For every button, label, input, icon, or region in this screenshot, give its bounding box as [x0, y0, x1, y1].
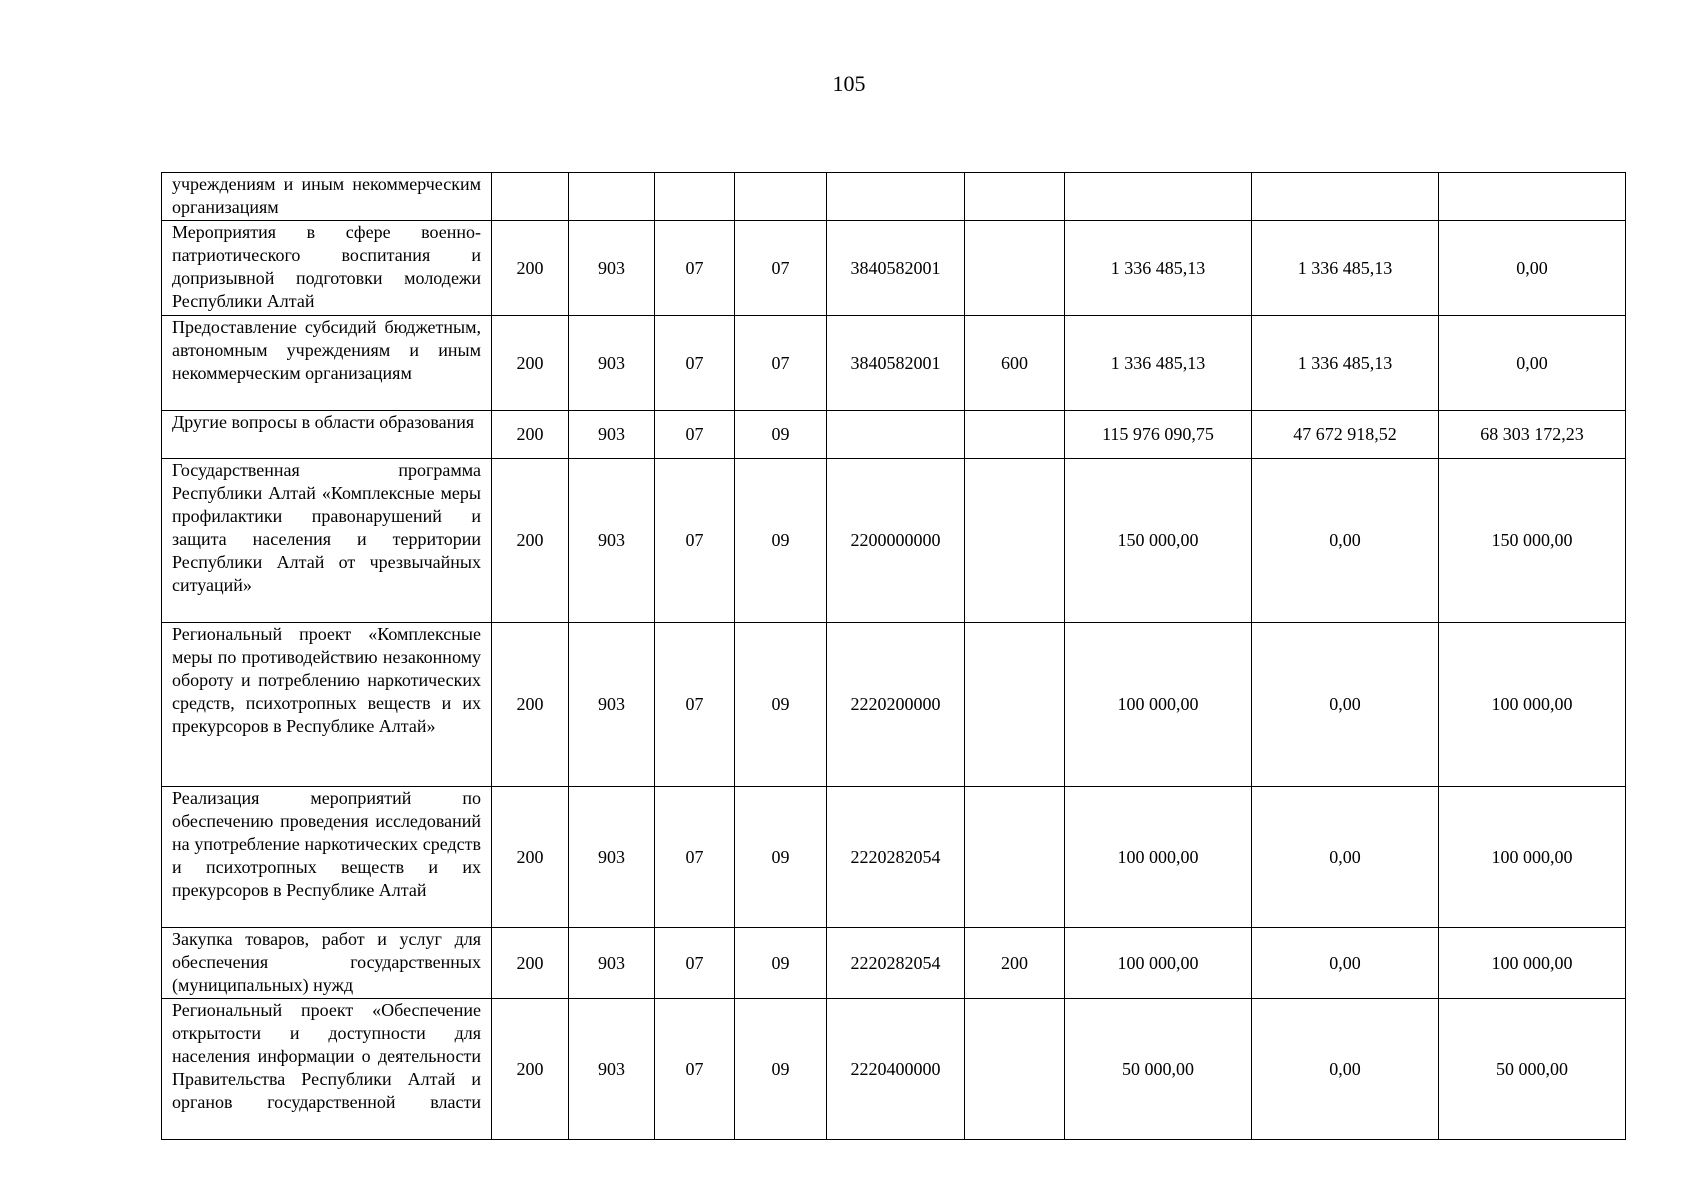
cell-sum-3: 68 303 172,23	[1439, 411, 1626, 459]
cell-code-2: 903	[569, 787, 655, 928]
cell-sum-1: 1 336 485,13	[1065, 221, 1252, 316]
row-name: Закупка товаров, работ и услуг для обеспечения государственных (муниципальных) нужд	[162, 928, 492, 999]
cell-code-4: 09	[735, 928, 827, 999]
cell-sum-2: 1 336 485,13	[1252, 221, 1439, 316]
cell-sum-3: 100 000,00	[1439, 787, 1626, 928]
cell-sum-2: 0,00	[1252, 999, 1439, 1140]
cell-code-1: 200	[492, 459, 569, 623]
cell-code-6	[965, 787, 1065, 928]
table-row	[162, 316, 1626, 411]
row-name: Предоставление субсидий бюджетным, автономным учреждениям и иным некоммерческим организациям	[162, 316, 492, 411]
cell-sum-3: 100 000,00	[1439, 623, 1626, 787]
row-name: Государственная программа Республики Алтай «Комплексные меры профилактики правонарушений и защита населения и территории Республики Алтай от чрезвычайных ситуаций»	[162, 459, 492, 623]
cell-sum-1: 50 000,00	[1065, 999, 1252, 1140]
cell-sum-2: 47 672 918,52	[1252, 411, 1439, 459]
cell-code-5: 2220400000	[827, 999, 965, 1140]
cell-code-4	[735, 173, 827, 221]
cell-sum-3: 0,00	[1439, 221, 1626, 316]
cell-code-1: 200	[492, 928, 569, 999]
cell-sum-3: 50 000,00	[1439, 999, 1626, 1140]
table-row	[162, 999, 1626, 1140]
cell-code-5: 2220200000	[827, 623, 965, 787]
cell-code-6	[965, 623, 1065, 787]
cell-code-1: 200	[492, 221, 569, 316]
cell-code-5: 2220282054	[827, 787, 965, 928]
cell-code-5: 2200000000	[827, 459, 965, 623]
cell-sum-1	[1065, 173, 1252, 221]
cell-code-4: 07	[735, 221, 827, 316]
cell-code-4: 09	[735, 411, 827, 459]
row-name: Другие вопросы в области образования	[162, 411, 492, 459]
cell-code-1: 200	[492, 999, 569, 1140]
cell-code-6	[965, 173, 1065, 221]
cell-sum-1: 150 000,00	[1065, 459, 1252, 623]
cell-code-5	[827, 411, 965, 459]
table-row	[162, 928, 1626, 999]
cell-sum-1: 115 976 090,75	[1065, 411, 1252, 459]
cell-sum-2: 0,00	[1252, 787, 1439, 928]
cell-code-6	[965, 221, 1065, 316]
cell-code-1: 200	[492, 411, 569, 459]
table-row	[162, 623, 1626, 787]
cell-sum-1: 100 000,00	[1065, 787, 1252, 928]
page-number: 105	[832, 71, 866, 96]
cell-code-3: 07	[655, 459, 735, 623]
cell-code-4: 09	[735, 787, 827, 928]
cell-code-2: 903	[569, 999, 655, 1140]
cell-sum-1: 100 000,00	[1065, 928, 1252, 999]
row-name: Реализация мероприятий по обеспечению проведения исследований на употребление наркотических средств и психотропных веществ и их прекурсоров в Республике Алтай	[162, 787, 492, 928]
cell-code-3: 07	[655, 316, 735, 411]
cell-sum-2: 0,00	[1252, 623, 1439, 787]
row-name: учреждениям и иным некоммерческим организациям	[162, 173, 492, 221]
budget-table	[161, 172, 1626, 1140]
cell-code-1: 200	[492, 787, 569, 928]
cell-code-4: 09	[735, 459, 827, 623]
row-name: Мероприятия в сфере военно-патриотического воспитания и допризывной подготовки молодежи Республики Алтай	[162, 221, 492, 316]
table-row	[162, 221, 1626, 316]
cell-sum-2	[1252, 173, 1439, 221]
cell-sum-2: 0,00	[1252, 459, 1439, 623]
cell-code-6	[965, 411, 1065, 459]
cell-code-2: 903	[569, 928, 655, 999]
cell-code-6: 600	[965, 316, 1065, 411]
cell-code-2: 903	[569, 316, 655, 411]
cell-code-4: 07	[735, 316, 827, 411]
cell-code-5	[827, 173, 965, 221]
cell-code-5: 2220282054	[827, 928, 965, 999]
cell-code-6	[965, 459, 1065, 623]
cell-code-2	[569, 173, 655, 221]
cell-code-5: 3840582001	[827, 316, 965, 411]
row-name: Региональный проект «Комплексные меры по противодействию незаконному обороту и потреблению наркотических средств, психотропных веществ и их прекурсоров в Республике Алтай»	[162, 623, 492, 787]
cell-sum-1: 100 000,00	[1065, 623, 1252, 787]
cell-sum-3	[1439, 173, 1626, 221]
cell-sum-2: 1 336 485,13	[1252, 316, 1439, 411]
cell-sum-3: 0,00	[1439, 316, 1626, 411]
cell-code-1	[492, 173, 569, 221]
cell-code-3: 07	[655, 787, 735, 928]
cell-code-2: 903	[569, 411, 655, 459]
cell-code-2: 903	[569, 459, 655, 623]
table-row	[162, 459, 1626, 623]
cell-code-6: 200	[965, 928, 1065, 999]
table-row	[162, 411, 1626, 459]
table-row	[162, 787, 1626, 928]
cell-code-6	[965, 999, 1065, 1140]
cell-code-5: 3840582001	[827, 221, 965, 316]
cell-code-4: 09	[735, 999, 827, 1140]
cell-code-3: 07	[655, 999, 735, 1140]
cell-code-3: 07	[655, 928, 735, 999]
cell-code-2: 903	[569, 623, 655, 787]
cell-code-3: 07	[655, 221, 735, 316]
cell-sum-2: 0,00	[1252, 928, 1439, 999]
row-name: Региональный проект «Обеспечение открытости и доступности для населения информации о деятельности Правительства Республики Алтай и органов государственной власти	[162, 999, 492, 1140]
cell-code-3	[655, 173, 735, 221]
cell-code-2: 903	[569, 221, 655, 316]
cell-code-3: 07	[655, 411, 735, 459]
cell-sum-3: 150 000,00	[1439, 459, 1626, 623]
cell-code-3: 07	[655, 623, 735, 787]
cell-code-1: 200	[492, 623, 569, 787]
cell-sum-1: 1 336 485,13	[1065, 316, 1252, 411]
cell-sum-3: 100 000,00	[1439, 928, 1626, 999]
table-row	[162, 173, 1626, 221]
cell-code-1: 200	[492, 316, 569, 411]
cell-code-4: 09	[735, 623, 827, 787]
